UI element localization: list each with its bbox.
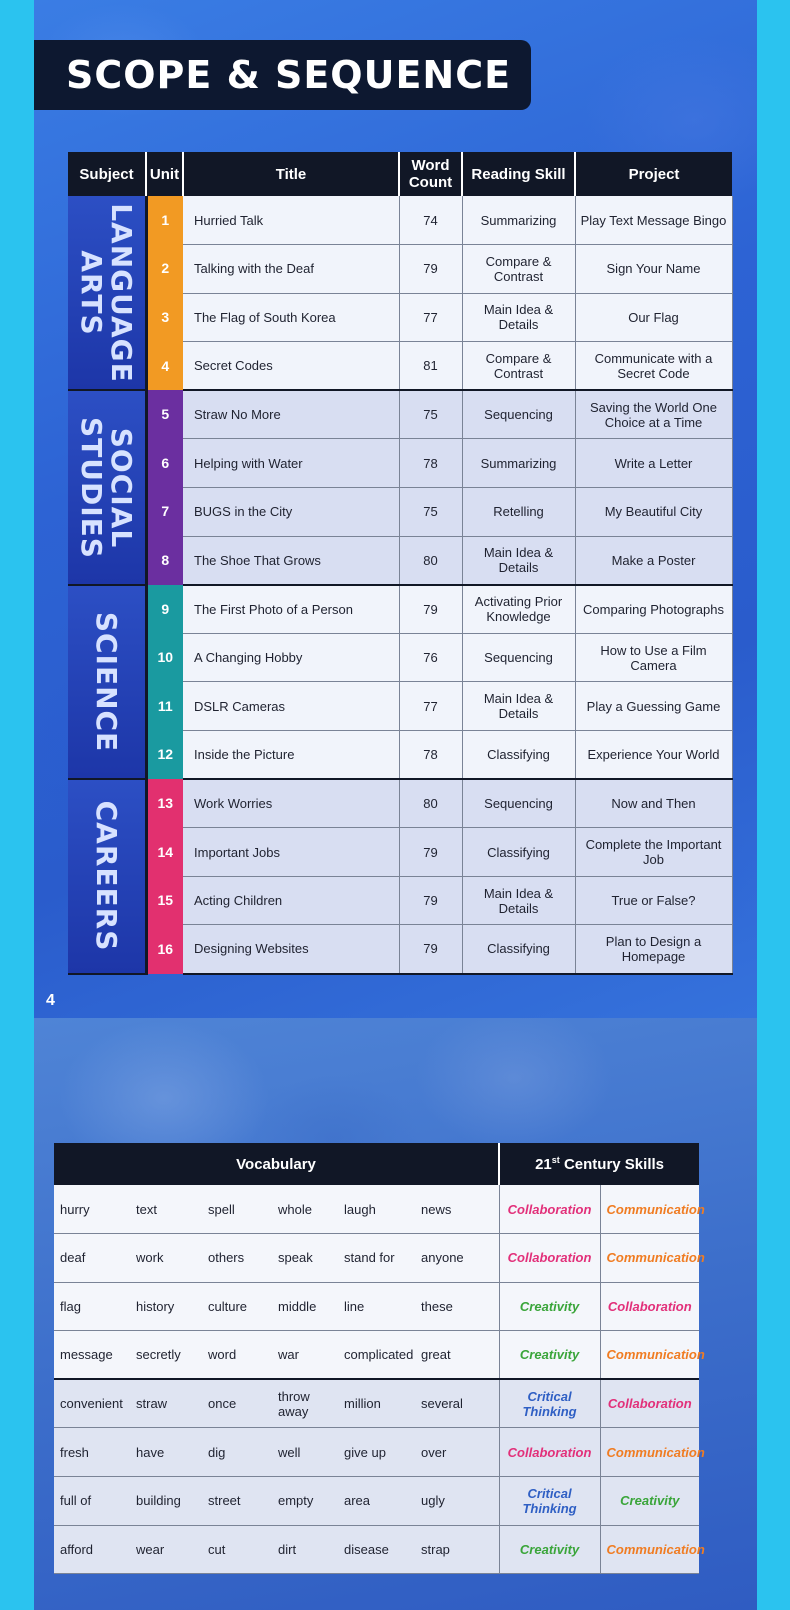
- subject-cell: [68, 390, 146, 584]
- project: How to Use a Film Camera: [575, 633, 732, 682]
- project: Comparing Photographs: [575, 585, 732, 634]
- reading-skill: Compare & Contrast: [462, 245, 575, 294]
- skill-badge: Critical Thinking: [499, 1477, 600, 1526]
- vocab-page: [34, 1018, 757, 1610]
- project: True or False?: [575, 876, 732, 925]
- skill-badge: Creativity: [600, 1477, 699, 1526]
- unit-number: 10: [146, 633, 183, 682]
- reading-skill: Main Idea & Details: [462, 293, 575, 342]
- scope-page: [34, 0, 757, 1018]
- reading-skill: Main Idea & Details: [462, 682, 575, 731]
- vocab-word: secretly: [130, 1331, 202, 1380]
- unit-title: Helping with Water: [183, 439, 399, 488]
- unit-number: 7: [146, 488, 183, 537]
- unit-number: 2: [146, 245, 183, 294]
- word-count: 81: [399, 342, 462, 391]
- unit-title: The Flag of South Korea: [183, 293, 399, 342]
- header-century-skills: [499, 1143, 699, 1185]
- vocab-word: well: [272, 1428, 338, 1477]
- vocab-word: anyone: [415, 1234, 499, 1283]
- unit-number: 4: [146, 342, 183, 391]
- vocab-row: [54, 1234, 699, 1283]
- vocab-word: war: [272, 1331, 338, 1380]
- unit-title: DSLR Cameras: [183, 682, 399, 731]
- scope-header-row: [68, 152, 732, 196]
- skills-header-rest: Century Skills: [559, 1156, 664, 1173]
- reading-skill: Classifying: [462, 828, 575, 877]
- skill-badge: Communication: [600, 1525, 699, 1574]
- project: Experience Your World: [575, 731, 732, 780]
- subject-cell: [68, 196, 146, 390]
- vocab-word: several: [415, 1379, 499, 1428]
- skill-badge: Critical Thinking: [499, 1379, 600, 1428]
- unit-number: 8: [146, 536, 183, 585]
- skills-header-num: 21: [535, 1156, 552, 1173]
- vocab-word: strap: [415, 1525, 499, 1574]
- unit-title: A Changing Hobby: [183, 633, 399, 682]
- vocab-word: ugly: [415, 1477, 499, 1526]
- table-row: [68, 876, 732, 925]
- unit-title: Secret Codes: [183, 342, 399, 391]
- project: Play Text Message Bingo: [575, 196, 732, 245]
- word-count: 79: [399, 585, 462, 634]
- word-count: 80: [399, 779, 462, 828]
- skill-badge: Collaboration: [600, 1282, 699, 1331]
- skill-badge: Creativity: [499, 1282, 600, 1331]
- project: Plan to Design a Homepage: [575, 925, 732, 974]
- vocab-word: work: [130, 1234, 202, 1283]
- vocab-word: dig: [202, 1428, 272, 1477]
- unit-title: Acting Children: [183, 876, 399, 925]
- word-count: 79: [399, 245, 462, 294]
- skill-badge: Collaboration: [499, 1234, 600, 1283]
- vocab-word: give up: [338, 1428, 415, 1477]
- unit-title: Designing Websites: [183, 925, 399, 974]
- vocab-word: others: [202, 1234, 272, 1283]
- skill-badge: Collaboration: [499, 1185, 600, 1234]
- unit-title: The First Photo of a Person: [183, 585, 399, 634]
- header-title: Title: [183, 152, 399, 196]
- vocab-word: stand for: [338, 1234, 415, 1283]
- unit-title: Straw No More: [183, 390, 399, 439]
- reading-skill: Sequencing: [462, 633, 575, 682]
- page-title: SCOPE & SEQUENCE: [66, 53, 512, 97]
- skill-badge: Collaboration: [600, 1379, 699, 1428]
- header-subject: Subject: [68, 152, 146, 196]
- vocab-word: have: [130, 1428, 202, 1477]
- reading-skill: Summarizing: [462, 196, 575, 245]
- unit-title: Hurried Talk: [183, 196, 399, 245]
- reading-skill: Compare & Contrast: [462, 342, 575, 391]
- word-count: 80: [399, 536, 462, 585]
- word-count: 79: [399, 876, 462, 925]
- reading-skill: Sequencing: [462, 779, 575, 828]
- table-row: [68, 828, 732, 877]
- vocab-row: [54, 1379, 699, 1428]
- unit-number: 16: [146, 925, 183, 974]
- header-reading-skill: Reading Skill: [462, 152, 575, 196]
- subject-label: SCIENCE: [90, 611, 124, 753]
- table-row: [68, 196, 732, 245]
- word-count: 79: [399, 925, 462, 974]
- vocab-word: once: [202, 1379, 272, 1428]
- header-word-count: Word Count: [399, 152, 462, 196]
- subject-label: LANGUAGE ARTS: [75, 202, 139, 383]
- project: Write a Letter: [575, 439, 732, 488]
- skill-badge: Communication: [600, 1428, 699, 1477]
- unit-number: 3: [146, 293, 183, 342]
- word-count: 76: [399, 633, 462, 682]
- title-banner: [34, 40, 531, 110]
- table-row: [68, 293, 732, 342]
- unit-title: Talking with the Deaf: [183, 245, 399, 294]
- reading-skill: Main Idea & Details: [462, 876, 575, 925]
- table-row: [68, 439, 732, 488]
- vocab-row: [54, 1477, 699, 1526]
- word-count: 79: [399, 828, 462, 877]
- header-project: Project: [575, 152, 732, 196]
- reading-skill: Activating Prior Knowledge: [462, 585, 575, 634]
- unit-title: Inside the Picture: [183, 731, 399, 780]
- vocab-word: history: [130, 1282, 202, 1331]
- vocab-word: throw away: [272, 1379, 338, 1428]
- project: Saving the World One Choice at a Time: [575, 390, 732, 439]
- header-unit: Unit: [146, 152, 183, 196]
- table-row: [68, 536, 732, 585]
- table-row: [68, 585, 732, 634]
- vocab-word: empty: [272, 1477, 338, 1526]
- unit-number: 13: [146, 779, 183, 828]
- skill-badge: Communication: [600, 1331, 699, 1380]
- vocab-word: full of: [54, 1477, 130, 1526]
- table-row: [68, 390, 732, 439]
- unit-title: The Shoe That Grows: [183, 536, 399, 585]
- skill-badge: Collaboration: [499, 1428, 600, 1477]
- unit-number: 9: [146, 585, 183, 634]
- vocab-word: street: [202, 1477, 272, 1526]
- unit-number: 15: [146, 876, 183, 925]
- table-row: [68, 682, 732, 731]
- skill-badge: Creativity: [499, 1525, 600, 1574]
- vocab-word: straw: [130, 1379, 202, 1428]
- word-count: 78: [399, 439, 462, 488]
- project: Make a Poster: [575, 536, 732, 585]
- unit-title: Work Worries: [183, 779, 399, 828]
- skill-badge: Communication: [600, 1185, 699, 1234]
- table-row: [68, 245, 732, 294]
- vocab-word: laugh: [338, 1185, 415, 1234]
- vocab-word: these: [415, 1282, 499, 1331]
- vocab-word: million: [338, 1379, 415, 1428]
- vocab-word: great: [415, 1331, 499, 1380]
- project: Sign Your Name: [575, 245, 732, 294]
- reading-skill: Summarizing: [462, 439, 575, 488]
- project: Now and Then: [575, 779, 732, 828]
- vocab-word: cut: [202, 1525, 272, 1574]
- vocab-word: fresh: [54, 1428, 130, 1477]
- vocab-word: deaf: [54, 1234, 130, 1283]
- project: Our Flag: [575, 293, 732, 342]
- unit-number: 6: [146, 439, 183, 488]
- skill-badge: Communication: [600, 1234, 699, 1283]
- word-count: 78: [399, 731, 462, 780]
- project: Play a Guessing Game: [575, 682, 732, 731]
- word-count: 75: [399, 390, 462, 439]
- vocab-row: [54, 1525, 699, 1574]
- vocab-word: spell: [202, 1185, 272, 1234]
- table-row: [68, 488, 732, 537]
- project: Complete the Important Job: [575, 828, 732, 877]
- vocab-header-row: [54, 1143, 699, 1185]
- vocab-row: [54, 1428, 699, 1477]
- table-row: [68, 342, 732, 391]
- skill-badge: Creativity: [499, 1331, 600, 1380]
- project: Communicate with a Secret Code: [575, 342, 732, 391]
- vocab-row: [54, 1282, 699, 1331]
- reading-skill: Main Idea & Details: [462, 536, 575, 585]
- unit-number: 12: [146, 731, 183, 780]
- vocab-word: convenient: [54, 1379, 130, 1428]
- subject-cell: [68, 585, 146, 779]
- vocab-word: hurry: [54, 1185, 130, 1234]
- table-row: [68, 731, 732, 780]
- page-number: 4: [46, 992, 55, 1009]
- word-count: 74: [399, 196, 462, 245]
- vocab-word: message: [54, 1331, 130, 1380]
- unit-number: 14: [146, 828, 183, 877]
- vocab-word: wear: [130, 1525, 202, 1574]
- vocab-word: over: [415, 1428, 499, 1477]
- vocab-word: complicated: [338, 1331, 415, 1380]
- vocab-word: flag: [54, 1282, 130, 1331]
- vocab-word: disease: [338, 1525, 415, 1574]
- vocab-word: area: [338, 1477, 415, 1526]
- skills-header-sup: st: [551, 1155, 560, 1165]
- table-row: [68, 779, 732, 828]
- reading-skill: Classifying: [462, 731, 575, 780]
- reading-skill: Classifying: [462, 925, 575, 974]
- vocab-row: [54, 1185, 699, 1234]
- vocab-table: [54, 1143, 705, 1574]
- unit-number: 11: [146, 682, 183, 731]
- vocab-word: afford: [54, 1525, 130, 1574]
- unit-title: BUGS in the City: [183, 488, 399, 537]
- table-row: [68, 633, 732, 682]
- reading-skill: Retelling: [462, 488, 575, 537]
- word-count: 77: [399, 682, 462, 731]
- vocab-word: text: [130, 1185, 202, 1234]
- project: My Beautiful City: [575, 488, 732, 537]
- vocab-word: whole: [272, 1185, 338, 1234]
- header-vocabulary: Vocabulary: [54, 1143, 499, 1185]
- table-row: [68, 925, 732, 974]
- vocab-word: culture: [202, 1282, 272, 1331]
- unit-number: 5: [146, 390, 183, 439]
- vocab-word: dirt: [272, 1525, 338, 1574]
- vocab-row: [54, 1331, 699, 1380]
- vocab-word: line: [338, 1282, 415, 1331]
- unit-number: 1: [146, 196, 183, 245]
- word-count: 77: [399, 293, 462, 342]
- vocab-word: middle: [272, 1282, 338, 1331]
- vocab-word: building: [130, 1477, 202, 1526]
- word-count: 75: [399, 488, 462, 537]
- subject-cell: [68, 779, 146, 973]
- vocab-word: news: [415, 1185, 499, 1234]
- subject-label: SOCIAL STUDIES: [75, 416, 139, 559]
- reading-skill: Sequencing: [462, 390, 575, 439]
- scope-table: [68, 152, 733, 975]
- subject-label: CAREERS: [90, 800, 124, 952]
- vocab-word: speak: [272, 1234, 338, 1283]
- unit-title: Important Jobs: [183, 828, 399, 877]
- vocab-word: word: [202, 1331, 272, 1380]
